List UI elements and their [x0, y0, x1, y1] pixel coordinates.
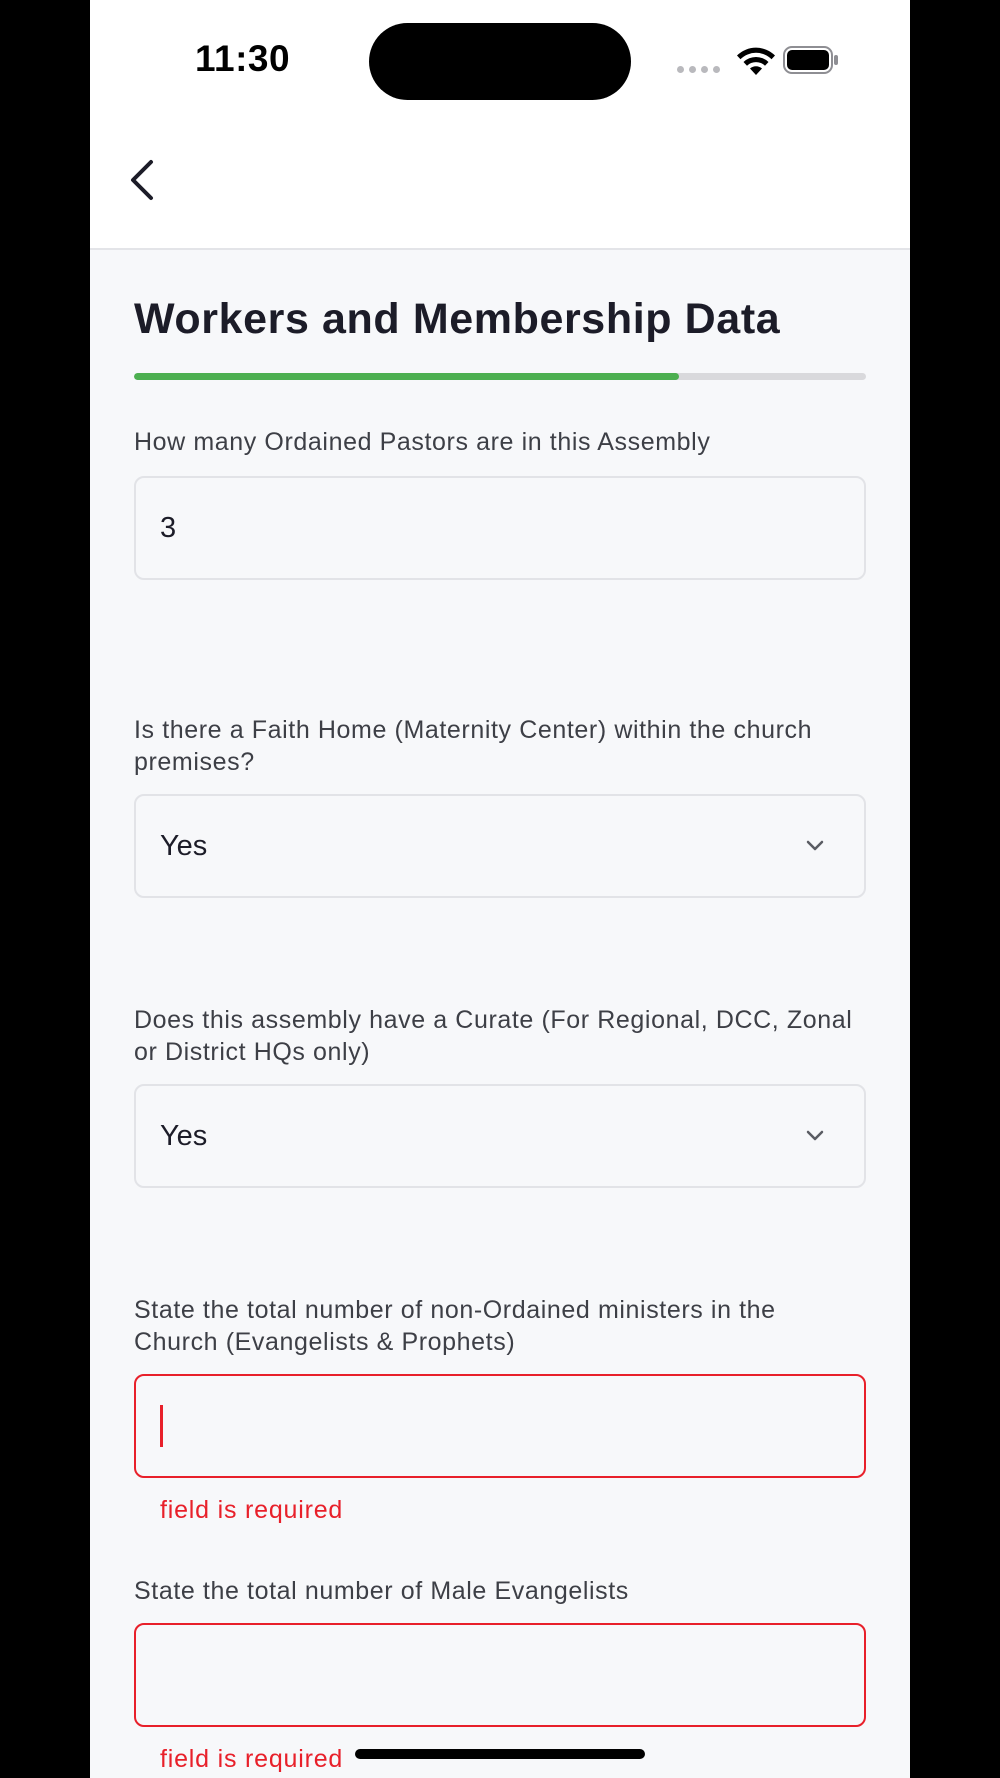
cellular-signal-icon: [677, 66, 720, 73]
chevron-down-icon: [806, 1130, 824, 1142]
ordained-pastors-label: How many Ordained Pastors are in this Assembly: [134, 428, 711, 456]
chevron-left-icon: [127, 158, 157, 202]
male-evangelists-label: State the total number of Male Evangelists: [134, 1577, 629, 1605]
non-ordained-ministers-error: field is required: [160, 1496, 344, 1524]
non-ordained-ministers-label: State the total number of non-Ordained ministers in the Church (Evangelists & Prophets): [134, 1296, 776, 1356]
faith-home-label: Is there a Faith Home (Maternity Center) within the church premises?: [134, 716, 813, 776]
phone-screen: [90, 0, 910, 1778]
male-evangelists-input[interactable]: [134, 1623, 866, 1727]
ordained-pastors-input[interactable]: [134, 476, 866, 580]
curate-value: Yes: [160, 1119, 208, 1152]
ordained-pastors-value: 3: [160, 511, 177, 544]
status-time: 11:30: [195, 38, 291, 79]
page-title: Workers and Membership Data: [134, 295, 781, 343]
text-cursor: [160, 1405, 163, 1447]
faith-home-value: Yes: [160, 829, 208, 862]
male-evangelists-error: field is required: [160, 1745, 344, 1773]
curate-label: Does this assembly have a Curate (For Regional, DCC, Zonal or District HQs only): [134, 1006, 853, 1066]
chevron-down-icon: [806, 840, 824, 852]
progress-bar: [134, 373, 866, 380]
back-button[interactable]: [112, 150, 172, 210]
battery-icon: [783, 46, 839, 74]
form-content: [134, 250, 866, 1774]
faith-home-select[interactable]: [134, 794, 866, 898]
progress-fill: [134, 373, 679, 380]
navigation-bar: [90, 120, 910, 250]
non-ordained-ministers-input[interactable]: [134, 1374, 866, 1478]
dynamic-island: [369, 23, 631, 100]
status-bar: [90, 0, 910, 120]
home-indicator: [355, 1749, 645, 1759]
curate-select[interactable]: [134, 1084, 866, 1188]
wifi-icon: [734, 44, 778, 78]
